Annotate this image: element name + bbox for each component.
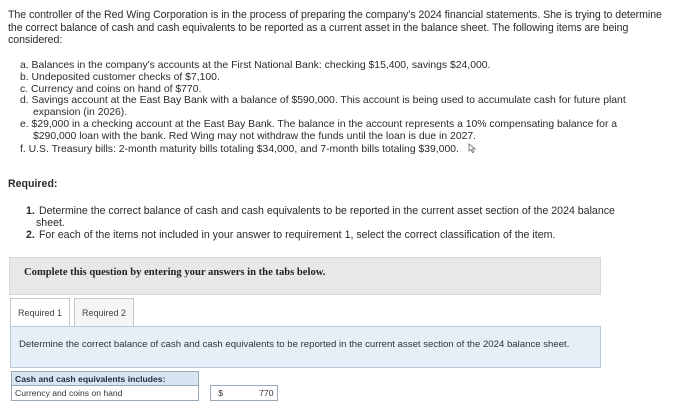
- list-item: [20, 72, 680, 84]
- list-item: [20, 119, 680, 143]
- list-item: [20, 60, 680, 72]
- problem-intro: The controller of the Red Wing Corporation is in the process of preparing the company's 2024 financial statements. She is trying to determine the correct balance of cash and cash equivalents to be reported as a current asset in the balance sheet. The following items are being considered:: [8, 9, 662, 47]
- requirement-1-text: Determine the correct balance of cash and cash equivalents to be reported in the current asset section of the 2024 balance: [38, 205, 615, 217]
- header-spacer: [211, 372, 231, 386]
- item-e-continuation: $290,000 loan with the bank. Red Wing may not withdraw the funds until the loan is due in 2027.: [33, 130, 477, 142]
- requirement-2: [26, 230, 656, 242]
- mouse-pointer-icon: [468, 143, 478, 153]
- list-item: [20, 95, 680, 119]
- item-e-text: e. $29,000 in a checking account at the East Bay Bank. The balance in the account represents a 10% compensating balance for a: [20, 118, 618, 130]
- row-label: Currency and coins on hand: [12, 386, 199, 401]
- item-f-text: f. U.S. Treasury bills: 2-month maturity bills totaling $34,000, and 7-month bills totaling $39,000.: [20, 143, 459, 155]
- requirements-list: [26, 206, 656, 243]
- item-c-text: c. Currency and coins on hand of $770.: [20, 83, 202, 95]
- header-spacer: [231, 372, 278, 386]
- requirement-number: 1.: [26, 205, 35, 217]
- item-b-text: b. Undeposited customer checks of $7,100.: [20, 71, 220, 83]
- instructions-text: Complete this question by entering your answers in the tabs below.: [24, 267, 326, 278]
- requirement-number: 2.: [26, 229, 35, 242]
- currency-symbol: $: [211, 386, 231, 401]
- requirement-2-text: For each of the items not included in your answer to requirement 1, select the correct classification of the item.: [38, 229, 556, 242]
- table-header-row: [12, 372, 278, 386]
- list-item: [20, 84, 680, 96]
- amount-input[interactable]: [234, 388, 274, 398]
- instructions-banner: [9, 257, 601, 295]
- item-d-text: d. Savings account at the East Bay Bank with a balance of $590,000. This account is being used to accumulate cash for future plant: [20, 95, 626, 107]
- requirement-tabs: [10, 296, 134, 326]
- header-spacer: [199, 372, 211, 386]
- requirement-1: [26, 206, 656, 229]
- item-a-text: a. Balances in the company's accounts at the First National Bank: checking $15,400, savings $24,000.: [20, 60, 491, 71]
- tab-required-1[interactable]: Required 1: [10, 298, 70, 326]
- row-spacer: [199, 386, 211, 401]
- item-d-continuation: expansion (in 2026).: [33, 107, 128, 119]
- requirement-1-continuation: sheet.: [36, 216, 65, 229]
- considered-items-list: [20, 60, 680, 155]
- panel-instruction-text: Determine the correct balance of cash and cash equivalents to be reported in the current asset section of the 2024 balance sheet.: [19, 339, 570, 350]
- answer-table: [11, 371, 278, 401]
- tab-instruction-panel: [10, 326, 601, 368]
- list-item: [20, 143, 680, 156]
- table-header: Cash and cash equivalents includes:: [12, 372, 199, 386]
- required-heading: Required:: [8, 178, 58, 190]
- tab-required-2[interactable]: Required 2: [74, 298, 134, 326]
- table-row: [12, 386, 278, 401]
- amount-cell: [231, 386, 278, 401]
